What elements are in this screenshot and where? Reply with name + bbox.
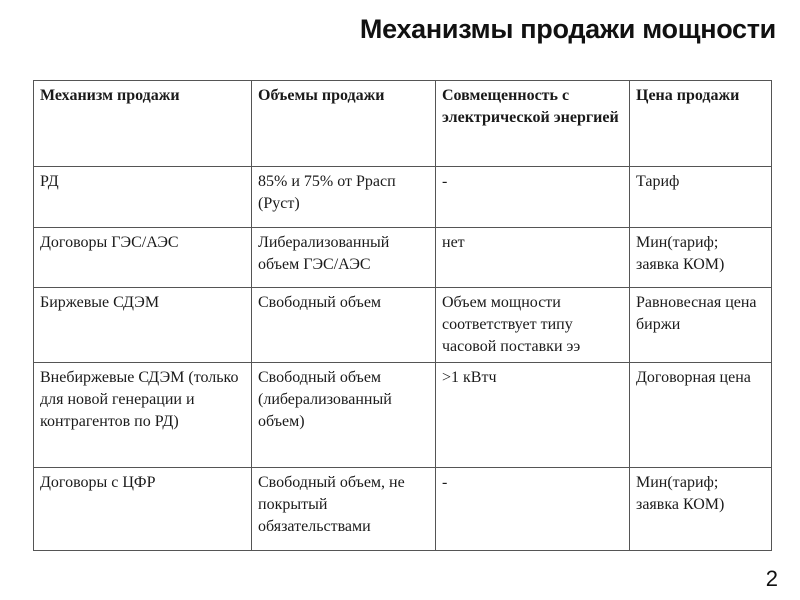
header-mechanism: Механизм продажи [34, 81, 252, 167]
cell-volume: Либерализованный объем ГЭС/АЭС [252, 228, 436, 288]
cell-volume: Свободный объем [252, 288, 436, 363]
cell-price: Тариф [630, 167, 772, 228]
header-volume: Объемы продажи [252, 81, 436, 167]
header-price: Цена продажи [630, 81, 772, 167]
cell-volume: Свободный объем (либерализованный объем) [252, 363, 436, 468]
sales-mechanisms-table [33, 80, 772, 551]
cell-volume: Свободный объем, не покрытый обязательствами [252, 468, 436, 551]
cell-energy-combination: - [436, 167, 630, 228]
page-number: 2 [765, 566, 778, 591]
table-row [34, 167, 772, 228]
table-row [34, 468, 772, 551]
cell-mechanism: Договоры ГЭС/АЭС [34, 228, 252, 288]
cell-price: Мин(тариф; заявка КОМ) [630, 468, 772, 551]
table-row [34, 228, 772, 288]
slide-title: Механизмы продажи мощности [359, 14, 776, 44]
cell-energy-combination: - [436, 468, 630, 551]
cell-energy-combination: нет [436, 228, 630, 288]
cell-mechanism: Договоры с ЦФР [34, 468, 252, 551]
table-row [34, 288, 772, 363]
cell-energy-combination: Объем мощности соответствует типу часовой поставки ээ [436, 288, 630, 363]
cell-volume: 85% и 75% от Ррасп (Руст) [252, 167, 436, 228]
cell-price: Договорная цена [630, 363, 772, 468]
cell-price: Мин(тариф; заявка КОМ) [630, 228, 772, 288]
cell-mechanism: РД [34, 167, 252, 228]
cell-mechanism: Внебиржевые СДЭМ (только для новой генерации и контрагентов по РД) [34, 363, 252, 468]
table-row [34, 363, 772, 468]
cell-energy-combination: >1 кВтч [436, 363, 630, 468]
cell-price: Равновесная цена биржи [630, 288, 772, 363]
table-header-row [34, 81, 772, 167]
header-energy-combination: Совмещенность с электрической энергией [436, 81, 630, 167]
cell-mechanism: Биржевые СДЭМ [34, 288, 252, 363]
